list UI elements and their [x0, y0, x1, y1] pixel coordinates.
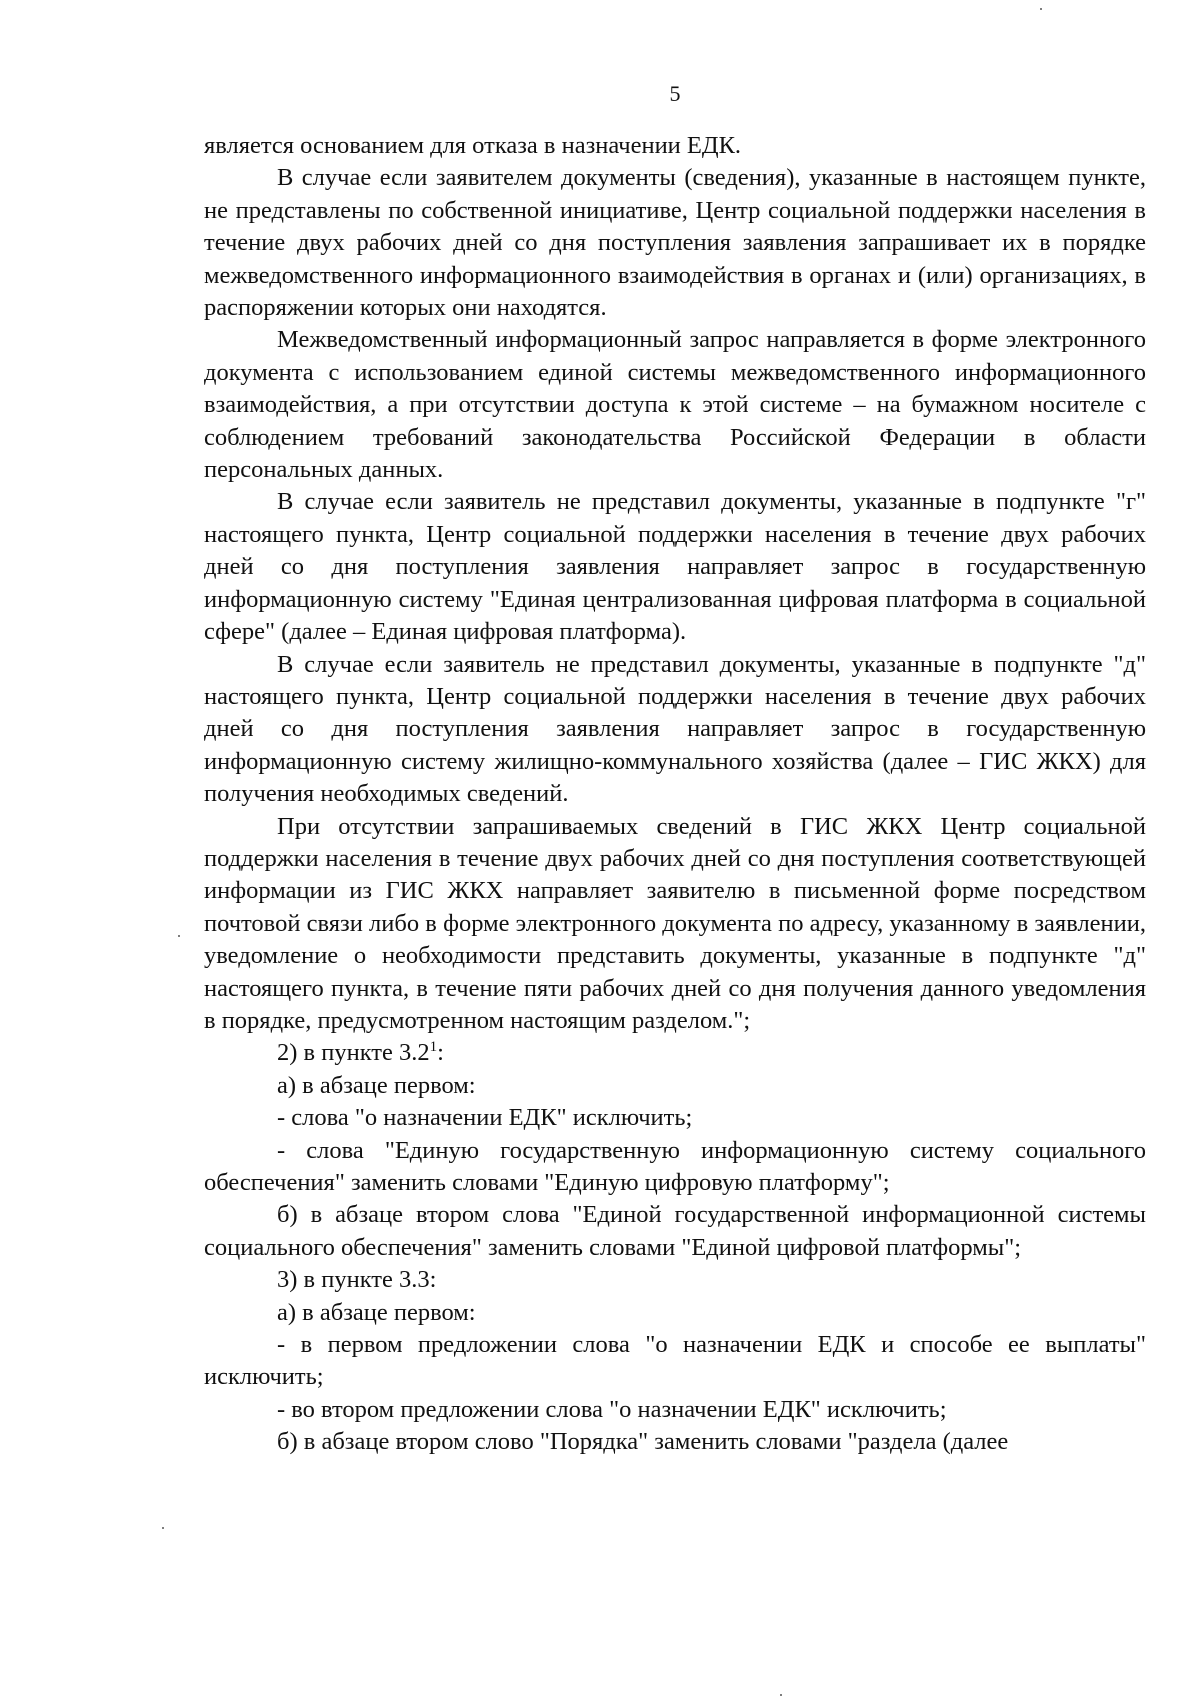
superscript: 1 — [429, 1039, 438, 1056]
paragraph: В случае если заявитель не представил документы, указанные в подпункте "д" настоящего пункта, Центр социальной поддержки населения в течение двух рабочих дней со дня поступления заявления направляет запрос в государственную информационную систему жилищно-коммунального хозяйства (далее – ГИС ЖКХ) для получения необходимых сведений. — [204, 650, 1146, 808]
paragraph-text-after: : — [437, 1039, 444, 1067]
paragraph: является основанием для отказа в назначении ЕДК. — [204, 132, 742, 159]
paragraph: - во втором предложении слова "о назначении ЕДК" исключить; — [277, 1395, 947, 1423]
page-number: 5 — [669, 81, 681, 106]
paragraph: При отсутствии запрашиваемых сведений в ГИС ЖКХ Центр социальной поддержки населения в течение двух рабочих дней со дня поступления соответствующей информации из ГИС ЖКХ направляет заявителю в письменной форме посредством почтовой связи либо в форме электронного документа по адресу, указанному в заявлении, уведомление о необходимости представить документы, указанные в подпункте "д" настоящего пункта, в течение пяти рабочих дней со дня получения данного уведомления в порядке, предусмотренном настоящим разделом."; — [204, 812, 1146, 1034]
paragraph: б) в абзаце втором слово "Порядка" заменить словами "раздела (далее — [277, 1428, 1009, 1456]
paragraph: 3) в пункте 3.3: — [277, 1266, 437, 1294]
paragraph: - слова "Единую государственную информационную систему социального обеспечения" заменить словами "Единую цифровую платформу"; — [204, 1136, 1146, 1196]
scan-speck — [178, 935, 180, 937]
paragraph: В случае если заявителем документы (сведения), указанные в настоящем пункте, не представлены по собственной инициативе, Центр социальной поддержки населения в течение двух рабочих дней со дня поступления заявления запрашивает их в порядке межведомственного информационного взаимодействия в органах и (или) организациях, в распоряжении которых они находятся. — [204, 164, 1146, 322]
paragraph: а) в абзаце первом: — [277, 1071, 476, 1099]
paragraph-text: 2) в пункте 3.2 — [277, 1039, 430, 1067]
paragraph: - в первом предложении слова "о назначении ЕДК и способе ее выплаты" исключить; — [204, 1331, 1146, 1391]
paragraph: В случае если заявитель не представил документы, указанные в подпункте "г" настоящего пункта, Центр социальной поддержки населения в течение двух рабочих дней со дня поступления заявления направляет запрос в государственную информационную систему "Единая централизованная цифровая платформа в социальной сфере" (далее – Единая цифровая платформа). — [204, 488, 1146, 646]
scan-speck — [162, 1527, 164, 1529]
scan-speck — [780, 1694, 782, 1696]
paragraph: б) в абзаце втором слова "Единой государственной информационной системы социального обеспечения" заменить словами "Единой цифровой платформы"; — [204, 1201, 1146, 1261]
paragraph-with-superscript — [204, 1037, 1146, 1069]
paragraph: - слова "о назначении ЕДК" исключить; — [277, 1104, 693, 1132]
scan-speck — [1040, 8, 1042, 10]
paragraph: а) в абзаце первом: — [277, 1298, 476, 1326]
document-body — [204, 130, 1146, 1459]
paragraph: Межведомственный информационный запрос направляется в форме электронного документа с использованием единой системы межведомственного информационного взаимодействия, а при отсутствии доступа к этой системе – на бумажном носителе с соблюдением требований законодательства Российской Федерации в области персональных данных. — [204, 326, 1146, 484]
